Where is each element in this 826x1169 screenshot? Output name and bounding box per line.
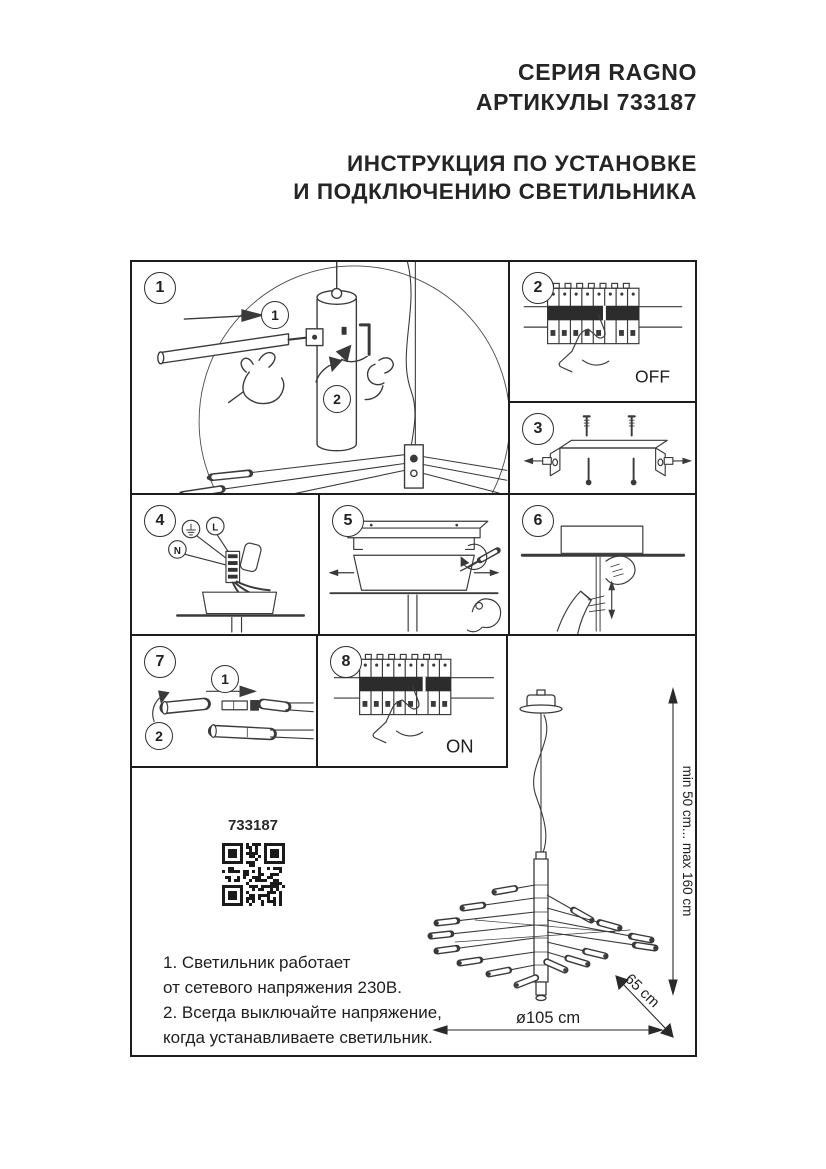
central-column-icon <box>317 444 356 451</box>
panel-step-2 <box>508 260 697 403</box>
dimension-diameter: ø105 cm <box>515 1009 581 1027</box>
step-number-badge: 4 <box>144 505 176 537</box>
canopy-icon <box>561 526 643 553</box>
canopy-icon <box>354 555 475 590</box>
substep-badge: 2 <box>323 385 351 413</box>
panel-step-5 <box>318 493 510 636</box>
substep-badge: 1 <box>261 301 289 329</box>
articles-title: АРТИКУЛЫ 733187 <box>475 89 697 115</box>
on-label: ON <box>445 735 474 757</box>
step-number-badge: 7 <box>144 646 176 678</box>
instruction-subtitle-line1: ИНСТРУКЦИЯ ПО УСТАНОВКЕ <box>346 151 697 176</box>
hand-icon <box>557 591 591 634</box>
dimension-height: min 50 cm... max 160 cm <box>680 765 695 917</box>
step-number-badge: 3 <box>522 413 554 445</box>
figure-grid <box>130 260 697 1057</box>
breaker-toggles-icon <box>360 677 451 692</box>
panel-step-7 <box>130 634 318 768</box>
hub-icon <box>405 445 424 488</box>
header <box>293 57 697 206</box>
instruction-subtitle-line2: И ПОДКЛЮЧЕНИЮ СВЕТИЛЬНИКА <box>293 179 697 204</box>
canopy-icon <box>537 690 545 695</box>
suspension-cable-icon <box>534 715 547 859</box>
substep-badge: 2 <box>145 722 173 750</box>
panel-step-6 <box>508 493 697 636</box>
neutral-label: N <box>173 545 181 557</box>
qr-code <box>222 843 285 906</box>
panel-step-4 <box>130 493 320 636</box>
breaker-toggles-icon <box>548 306 639 321</box>
dimension-depth: 65 cm <box>621 970 663 1012</box>
note-line: когда устанавливаете светильник. <box>163 1028 433 1047</box>
hand-icon <box>368 364 384 384</box>
canopy-icon <box>203 592 277 613</box>
hand-icon <box>606 556 635 584</box>
series-title: СЕРИЯ RAGNO <box>518 59 697 85</box>
step-number-badge: 1 <box>144 272 176 304</box>
note-line: от сетевого напряжения 230В. <box>163 978 402 997</box>
panel-step-8 <box>316 634 508 768</box>
panel-step-1 <box>130 260 510 495</box>
note-line: 1. Светильник работает <box>163 953 351 972</box>
off-label: OFF <box>635 366 671 387</box>
mounting-plate-icon <box>348 528 480 538</box>
step1-illustration <box>132 262 508 493</box>
line-label: L <box>212 522 219 534</box>
step-number-badge: 5 <box>332 505 364 537</box>
notes <box>163 950 442 1050</box>
step-number-badge: 2 <box>522 272 554 304</box>
note-line: 2. Всегда выключайте напряжение, <box>163 1003 442 1022</box>
arrow-icon <box>240 685 257 697</box>
step-number-badge: 6 <box>522 505 554 537</box>
hand-icon <box>243 372 284 403</box>
panel-step-3 <box>508 401 697 495</box>
rod-icon <box>161 334 289 363</box>
step-number-badge: 8 <box>330 646 362 678</box>
mounting-bracket-icon <box>560 440 667 448</box>
substep-badge: 1 <box>211 665 239 693</box>
product-article: 733187 <box>227 817 279 834</box>
